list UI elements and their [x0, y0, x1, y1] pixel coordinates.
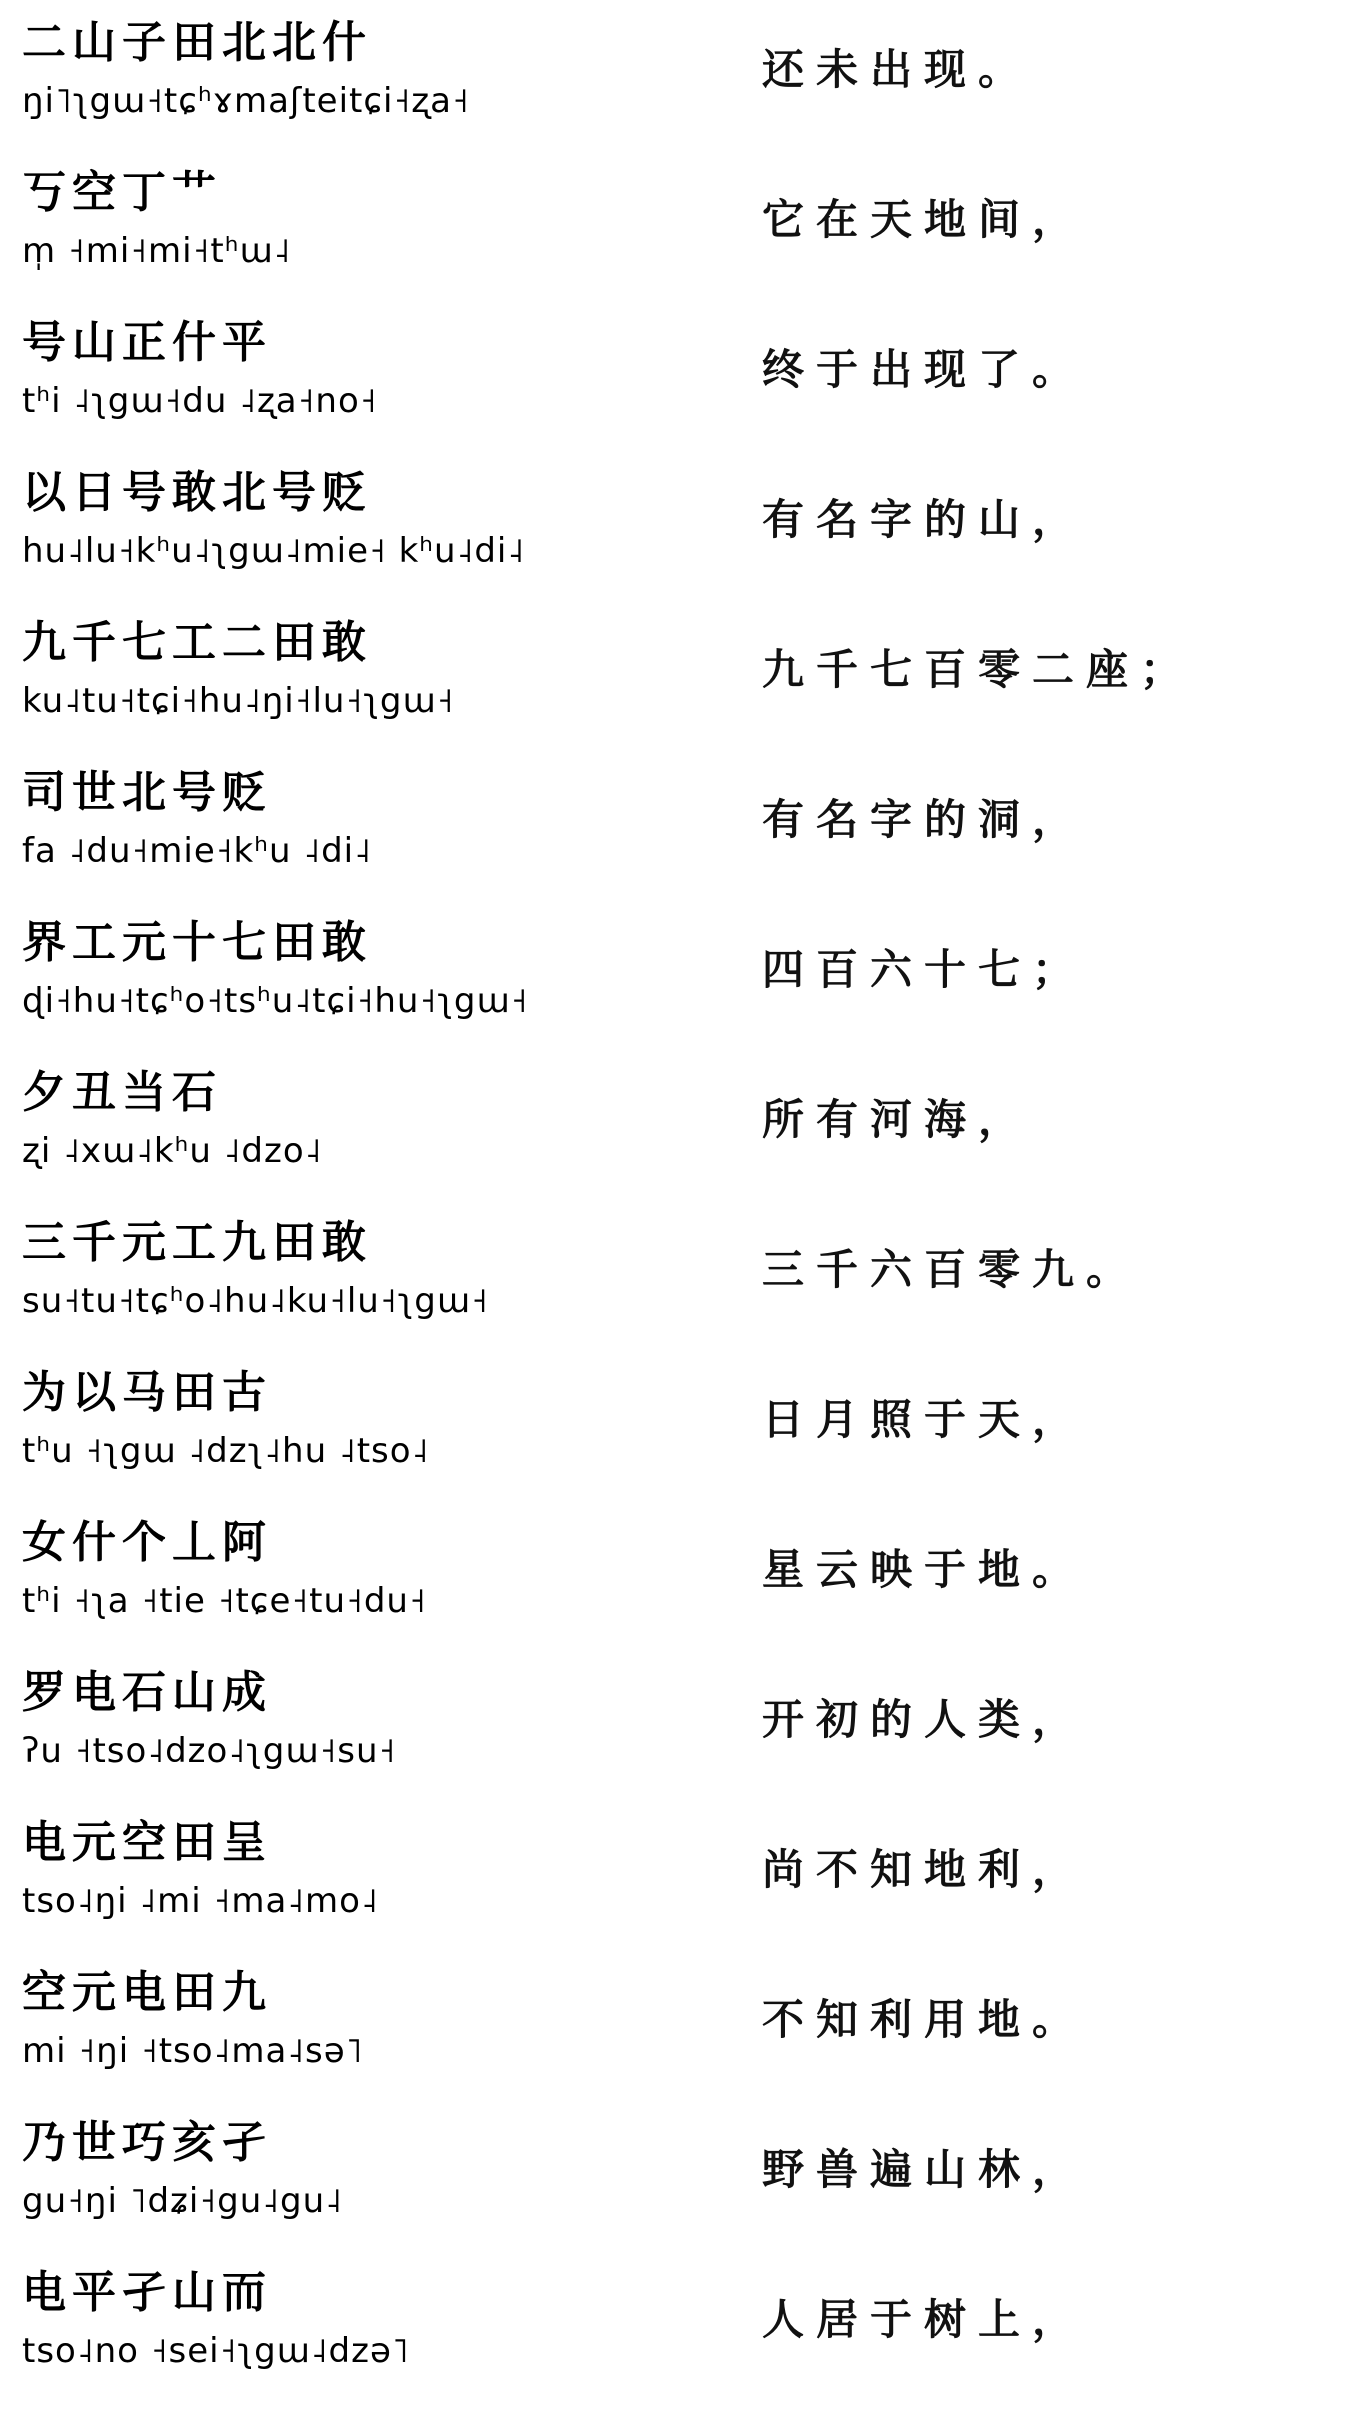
yi-glyph-line: 女什个丄阿 [22, 1517, 272, 1568]
verse-row [0, 0, 1359, 150]
yi-glyph-line: 罗电石山成 [22, 1667, 272, 1718]
phonetic-line: fa ˨du˧mie˧kʰu ˨di˨ [22, 831, 372, 871]
chinese-translation: 终于出现了。 [762, 345, 1087, 394]
yi-script-block [22, 1060, 482, 1190]
verse-row [0, 1500, 1359, 1650]
yi-glyph-line: 九千七工二田敢 [22, 617, 372, 668]
yi-script-block [22, 2260, 482, 2390]
yi-script-block [22, 760, 482, 890]
chinese-translation: 它在天地间， [762, 195, 1087, 244]
phonetic-line: ɖi˧hu˧tɕʰo˧tsʰu˨tɕi˧hu˧ʅgɯ˧ [22, 981, 529, 1021]
verse-row [0, 1950, 1359, 2100]
phonetic-line: tʰi ˨ʅgɯ˧du ˨ʐa˧no˧ [22, 381, 378, 421]
yi-glyph-line: 丂空丁艹 [22, 167, 222, 218]
yi-script-block [22, 1210, 489, 1340]
yi-glyph-line: 号山正什平 [22, 317, 272, 368]
yi-script-block [22, 1810, 482, 1940]
yi-glyph-line: 三千元工九田敢 [22, 1217, 372, 1268]
chinese-translation: 尚不知地利， [762, 1845, 1087, 1894]
yi-script-block [22, 910, 529, 1040]
chinese-translation: 四百六十七； [762, 945, 1087, 994]
yi-script-block [22, 1660, 482, 1790]
verse-row [0, 1050, 1359, 1200]
phonetic-line: tso˨ŋi ˨mi ˧ma˨mo˨ [22, 1881, 379, 1921]
yi-script-block [22, 1510, 482, 1640]
verse-row [0, 900, 1359, 1050]
phonetic-line: m̩ ˧mi˧mi˧tʰɯ˨ [22, 231, 292, 271]
yi-glyph-line: 电平孑山而 [22, 2267, 272, 2318]
chinese-translation: 所有河海， [762, 1095, 1033, 1144]
verse-row [0, 1200, 1359, 1350]
verse-row [0, 300, 1359, 450]
yi-glyph-line: 为以马田古 [22, 1367, 272, 1418]
phonetic-line: tʰu ˧ʅgɯ ˨dzʅ˨hu ˨tso˨ [22, 1431, 430, 1471]
verse-row [0, 600, 1359, 750]
chinese-translation: 还未出现。 [762, 45, 1033, 94]
yi-script-block [22, 610, 482, 740]
verse-row [0, 2100, 1359, 2250]
chinese-translation: 星云映于地。 [762, 1545, 1087, 1594]
yi-glyph-line: 二山子田北北什 [22, 17, 372, 68]
phonetic-line: ku˨tu˧tɕi˧hu˨ŋi˧lu˧ʅgɯ˧ [22, 681, 455, 721]
phonetic-line: ʔu ˧tso˨dzo˨ʅgɯ˧su˧ [22, 1731, 397, 1771]
chinese-translation: 日月照于天， [762, 1395, 1087, 1444]
phonetic-line: mi ˧ŋi ˧tso˨ma˨sə˥ [22, 2031, 364, 2071]
yi-glyph-line: 电元空田呈 [22, 1817, 272, 1868]
chinese-translation: 人居于树上， [762, 2295, 1087, 2344]
phonetic-line: ŋi˥ʅgɯ˧tɕʰɤmaʃteitɕi˧ʐa˧ [22, 81, 470, 121]
yi-glyph-line: 乃世巧亥孑 [22, 2117, 272, 2168]
verse-row [0, 1650, 1359, 1800]
yi-script-block [22, 160, 482, 290]
phonetic-line: tʰi ˧ʅa ˧tie ˧tɕe˧tu˧du˧ [22, 1581, 427, 1621]
chinese-translation: 开初的人类， [762, 1695, 1087, 1744]
yi-glyph-line: 空元电田九 [22, 1967, 272, 2018]
phonetic-line: hu˨lu˧kʰu˨ʅgɯ˨mie˧ kʰu˨di˨ [22, 531, 526, 571]
yi-script-block [22, 1360, 482, 1490]
chinese-translation: 九千七百零二座； [762, 645, 1195, 694]
yi-glyph-line: 司世北号贬 [22, 767, 272, 818]
yi-glyph-line: 界工元十七田敢 [22, 917, 372, 968]
verse-row [0, 450, 1359, 600]
yi-script-block [22, 2110, 482, 2240]
yi-script-block [22, 460, 526, 590]
phonetic-line: gu˧ŋi ˥dʑi˧gu˨gu˨ [22, 2181, 343, 2221]
phonetic-line: ʐi ˨xɯ˨kʰu ˨dzo˨ [22, 1131, 323, 1171]
verse-row [0, 2250, 1359, 2400]
chinese-translation: 三千六百零九。 [762, 1245, 1141, 1294]
chinese-translation: 有名字的山， [762, 495, 1087, 544]
verse-row [0, 150, 1359, 300]
chinese-translation: 野兽遍山林， [762, 2145, 1087, 2194]
verse-row [0, 750, 1359, 900]
yi-glyph-line: 以日号敢北号贬 [22, 467, 372, 518]
chinese-translation: 不知利用地。 [762, 1995, 1087, 2044]
yi-script-block [22, 310, 482, 440]
yi-script-block [22, 10, 482, 140]
verse-row [0, 1350, 1359, 1500]
chinese-translation: 有名字的洞， [762, 795, 1087, 844]
phonetic-line: su˧tu˧tɕʰo˨hu˨ku˧lu˧ʅgɯ˧ [22, 1281, 489, 1321]
phonetic-line: tso˨no ˧sei˧ʅgɯ˨dzə˥ [22, 2331, 410, 2371]
yi-glyph-line: 夕丑当石 [22, 1067, 222, 1118]
yi-script-block [22, 1960, 482, 2090]
verse-row [0, 1800, 1359, 1950]
